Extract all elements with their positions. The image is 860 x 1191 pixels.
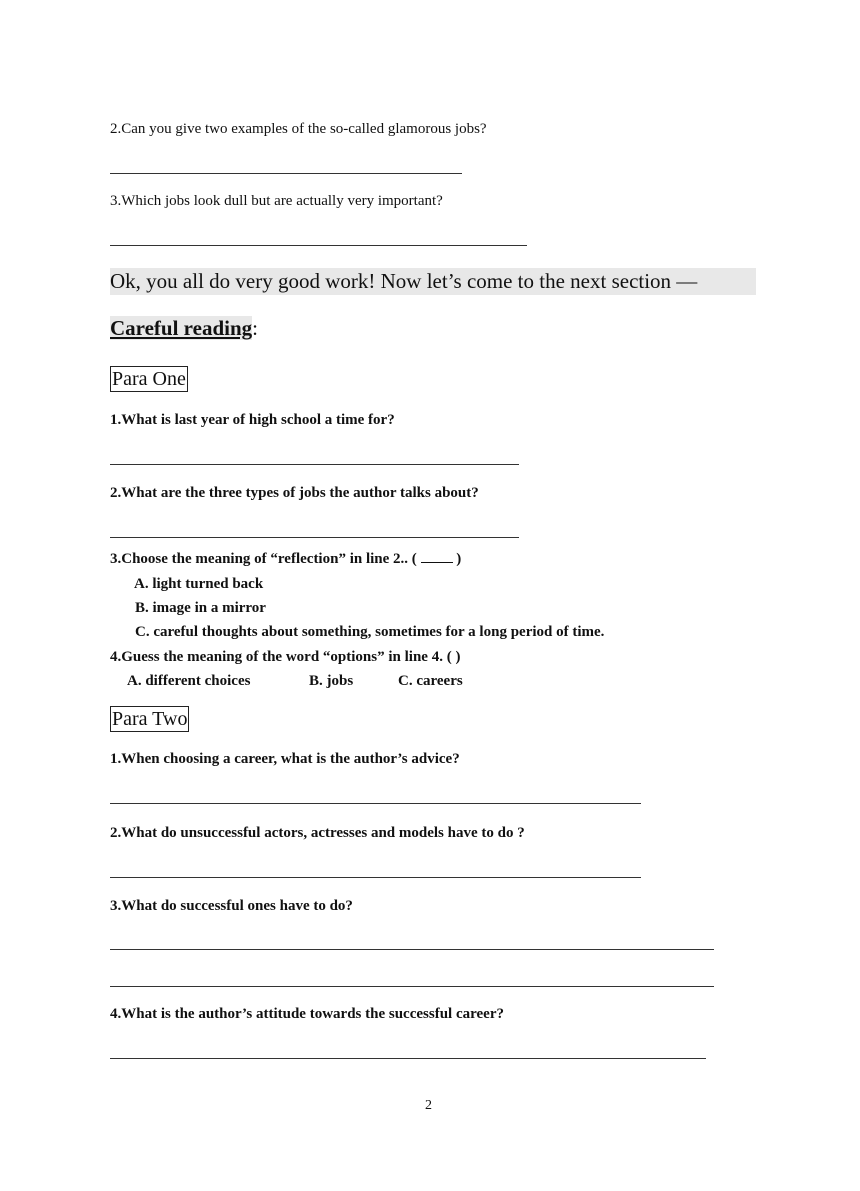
option-c: C. careful thoughts about something, sometimes for a long period of time.	[135, 624, 605, 640]
page-number: 2	[425, 1098, 432, 1113]
answer-line[interactable]	[110, 949, 714, 950]
section-title-text: Careful reading	[110, 316, 253, 340]
para-one-question-3	[110, 551, 461, 568]
para-one-question-2: 2.What are the three types of jobs the author talks about?	[110, 485, 479, 501]
option-a: A. light turned back	[134, 576, 264, 592]
answer-line[interactable]	[110, 173, 462, 174]
section-title-colon: :	[252, 316, 258, 340]
option-b: B. image in a mirror	[135, 600, 266, 616]
para-two-question-3: 3.What do successful ones have to do?	[110, 898, 353, 914]
transition-text: Ok, you all do very good work! Now let’s come to the next section —	[110, 268, 756, 295]
answer-line[interactable]	[110, 986, 714, 987]
option-a: A. different choices	[127, 673, 251, 689]
answer-line[interactable]	[110, 245, 527, 246]
answer-line[interactable]	[110, 464, 519, 465]
para-two-question-2: 2.What do unsuccessful actors, actresses and models have to do ?	[110, 825, 525, 841]
para-one-question-4: 4.Guess the meaning of the word “options” in line 4. ( )	[110, 649, 461, 665]
para-two-label: Para Two	[112, 708, 188, 730]
answer-line[interactable]	[110, 877, 641, 878]
answer-blank[interactable]	[421, 551, 453, 563]
para-two-question-4: 4.What is the author’s attitude towards the successful career?	[110, 1006, 504, 1022]
question-3-text: 3.Choose the meaning of “reflection” in line 2.. (	[110, 551, 417, 567]
section-title-careful-reading	[110, 316, 258, 341]
question-2-glamorous: 2.Can you give two examples of the so-called glamorous jobs?	[110, 121, 487, 137]
answer-line[interactable]	[110, 1058, 706, 1059]
para-one-question-1: 1.What is last year of high school a time for?	[110, 412, 395, 428]
answer-line[interactable]	[110, 537, 519, 538]
option-c: C. careers	[398, 673, 463, 689]
para-two-question-1: 1.When choosing a career, what is the author’s advice?	[110, 751, 460, 767]
question-3-close: )	[456, 551, 462, 567]
para-one-label: Para One	[112, 368, 186, 390]
answer-line[interactable]	[110, 803, 641, 804]
option-b: B. jobs	[309, 673, 354, 689]
question-3-dull-jobs: 3.Which jobs look dull but are actually very important?	[110, 193, 443, 209]
